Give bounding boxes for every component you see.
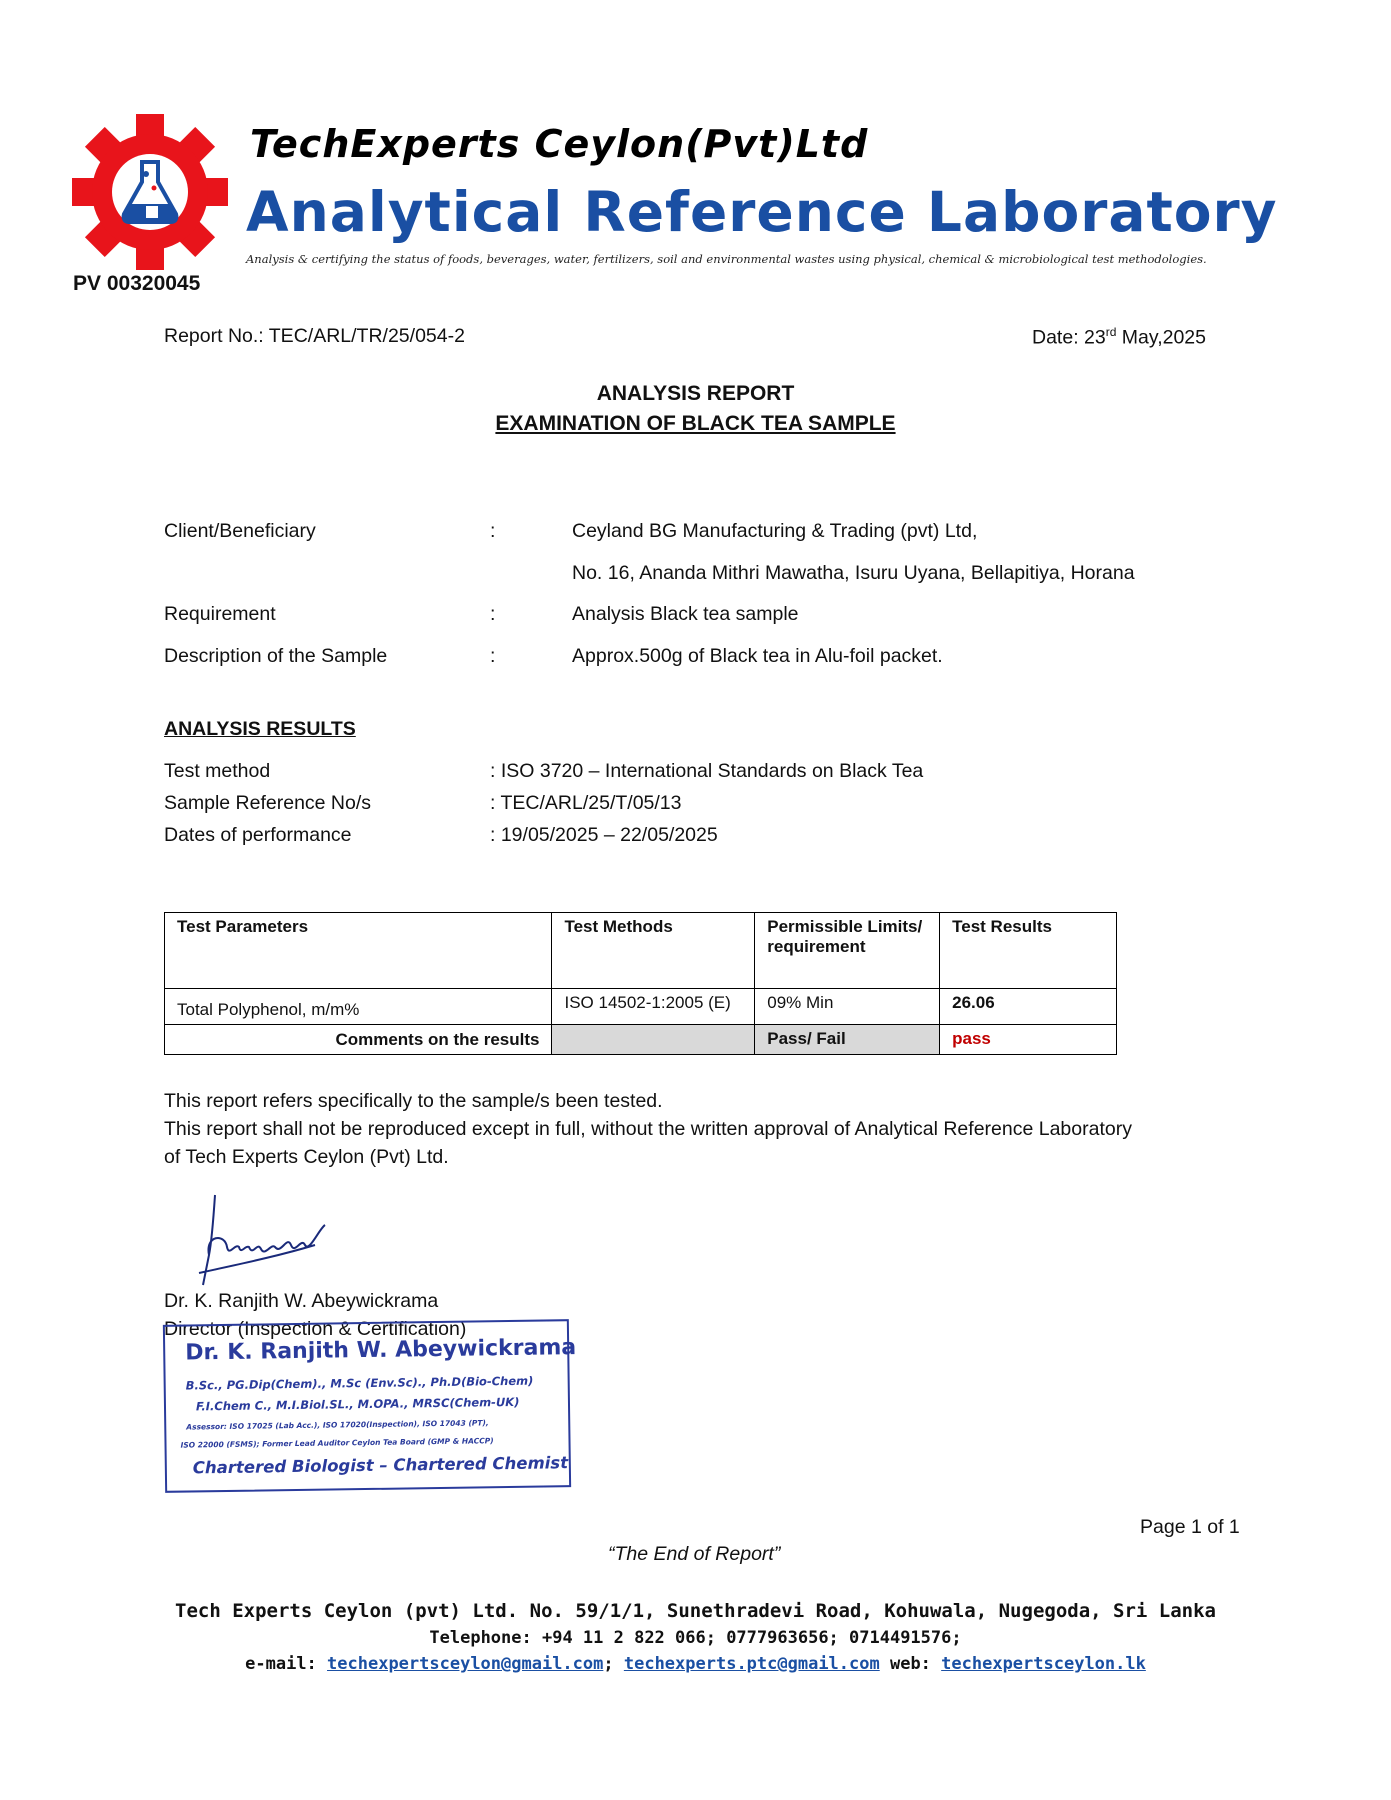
comments-label: Comments on the results bbox=[165, 1025, 552, 1055]
test-method-label: Test method bbox=[164, 760, 271, 782]
analysis-results-heading: ANALYSIS RESULTS bbox=[164, 718, 356, 740]
client-value: Ceyland BG Manufacturing & Trading (pvt) Ltd, bbox=[572, 520, 978, 542]
footer-address: Tech Experts Ceylon (pvt) Ltd. No. 59/1/1, Sunethradevi Road, Kohuwala, Nugegoda, Sri Lanka bbox=[175, 1600, 1216, 1622]
note-line-2: This report shall not be reproduced except in full, without the written approval of Analytical Reference Laboratory bbox=[164, 1118, 1132, 1140]
signature-icon bbox=[195, 1185, 355, 1295]
dates-label: Dates of performance bbox=[164, 824, 352, 846]
client-colon: : bbox=[490, 520, 496, 542]
header-test-results: Test Results bbox=[940, 913, 1117, 989]
dates-value: : 19/05/2025 – 22/05/2025 bbox=[490, 824, 718, 846]
report-title: ANALYSIS REPORT bbox=[596, 382, 795, 405]
report-date: Date: 23rd May,2025 bbox=[1032, 325, 1206, 349]
stamp-assessor: Assessor: ISO 17025 (Lab Acc.), ISO 17020(Inspection), ISO 17043 (PT), bbox=[186, 1418, 489, 1432]
table-row bbox=[165, 1025, 1117, 1055]
table-row bbox=[165, 989, 1117, 1025]
tagline: Analysis & certifying the status of foods, beverages, water, fertilizers, soil and environmental wastes using physical, chemical & microbiological test methodologies. bbox=[246, 252, 1207, 266]
client-label: Client/Beneficiary bbox=[164, 520, 316, 542]
note-line-3: of Tech Experts Ceylon (Pvt) Ltd. bbox=[164, 1146, 449, 1168]
description-value: Approx.500g of Black tea in Alu-foil packet. bbox=[572, 645, 943, 667]
company-name: TechExperts Ceylon(Pvt)Ltd bbox=[250, 122, 869, 166]
note-line-1: This report refers specifically to the sample/s been tested. bbox=[164, 1090, 663, 1112]
header-test-parameters: Test Parameters bbox=[165, 913, 552, 989]
sample-ref-label: Sample Reference No/s bbox=[164, 792, 372, 814]
passfail-label: Pass/ Fail bbox=[755, 1025, 940, 1055]
requirement-label: Requirement bbox=[164, 603, 276, 625]
stamp-title: Chartered Biologist – Chartered Chemist bbox=[192, 1453, 569, 1478]
web-link[interactable]: techexpertsceylon.lk bbox=[941, 1654, 1146, 1674]
stamp-name: Dr. K. Ranjith W. Abeywickrama bbox=[185, 1335, 577, 1366]
requirement-value: Analysis Black tea sample bbox=[572, 603, 799, 625]
comments-empty-cell bbox=[552, 1025, 755, 1055]
lab-name: Analytical Reference Laboratory bbox=[246, 180, 1278, 244]
signatory-role: Director (Inspection & Certification) bbox=[164, 1318, 467, 1340]
sample-ref-value: : TEC/ARL/25/T/05/13 bbox=[490, 792, 682, 814]
header-permissible-limits: Permissible Limits/ requirement bbox=[755, 913, 940, 989]
pv-number: PV 00320045 bbox=[73, 272, 201, 295]
footer-telephone: Telephone: +94 11 2 822 066; 0777963656; 0714491576; bbox=[429, 1628, 962, 1648]
email-link-1[interactable]: techexpertsceylon@gmail.com bbox=[327, 1654, 604, 1674]
report-subtitle: EXAMINATION OF BLACK TEA SAMPLE bbox=[495, 412, 896, 435]
passfail-value: pass bbox=[940, 1025, 1117, 1055]
cell-limit: 09% Min bbox=[755, 989, 940, 1025]
page-number: Page 1 of 1 bbox=[1140, 1516, 1240, 1538]
requirement-colon: : bbox=[490, 603, 496, 625]
client-address: No. 16, Ananda Mithri Mawatha, Isuru Uyana, Bellapitiya, Horana bbox=[572, 562, 1135, 584]
email-link-2[interactable]: techexperts.ptc@gmail.com bbox=[623, 1654, 880, 1674]
cell-result: 26.06 bbox=[940, 989, 1117, 1025]
description-label: Description of the Sample bbox=[164, 645, 388, 667]
gear-flask-logo-icon bbox=[70, 112, 230, 272]
stamp-auditor: ISO 22000 (FSMS); Former Lead Auditor Ceylon Tea Board (GMP & HACCP) bbox=[180, 1436, 494, 1450]
test-method-value: : ISO 3720 – International Standards on Black Tea bbox=[490, 760, 924, 782]
stamp-qualifications-1: B.Sc., PG.Dip(Chem)., M.Sc (Env.Sc)., Ph.D(Bio-Chem) bbox=[185, 1373, 534, 1393]
results-table bbox=[164, 912, 1117, 1055]
header-test-methods: Test Methods bbox=[552, 913, 755, 989]
footer-contact: e-mail: techexpertsceylon@gmail.com; techexperts.ptc@gmail.com web: techexpertsceylon.lk bbox=[245, 1654, 1146, 1674]
cell-parameter: Total Polyphenol, m/m% bbox=[165, 989, 552, 1025]
cell-method: ISO 14502-1:2005 (E) bbox=[552, 989, 755, 1025]
end-of-report: “The End of Report” bbox=[608, 1543, 781, 1565]
report-number: Report No.: TEC/ARL/TR/25/054-2 bbox=[164, 325, 465, 347]
stamp-qualifications-2: F.I.Chem C., M.I.Biol.SL., M.OPA., MRSC(Chem-UK) bbox=[195, 1394, 520, 1414]
signatory-name: Dr. K. Ranjith W. Abeywickrama bbox=[164, 1290, 439, 1312]
chartered-stamp bbox=[163, 1319, 577, 1493]
description-colon: : bbox=[490, 645, 496, 667]
